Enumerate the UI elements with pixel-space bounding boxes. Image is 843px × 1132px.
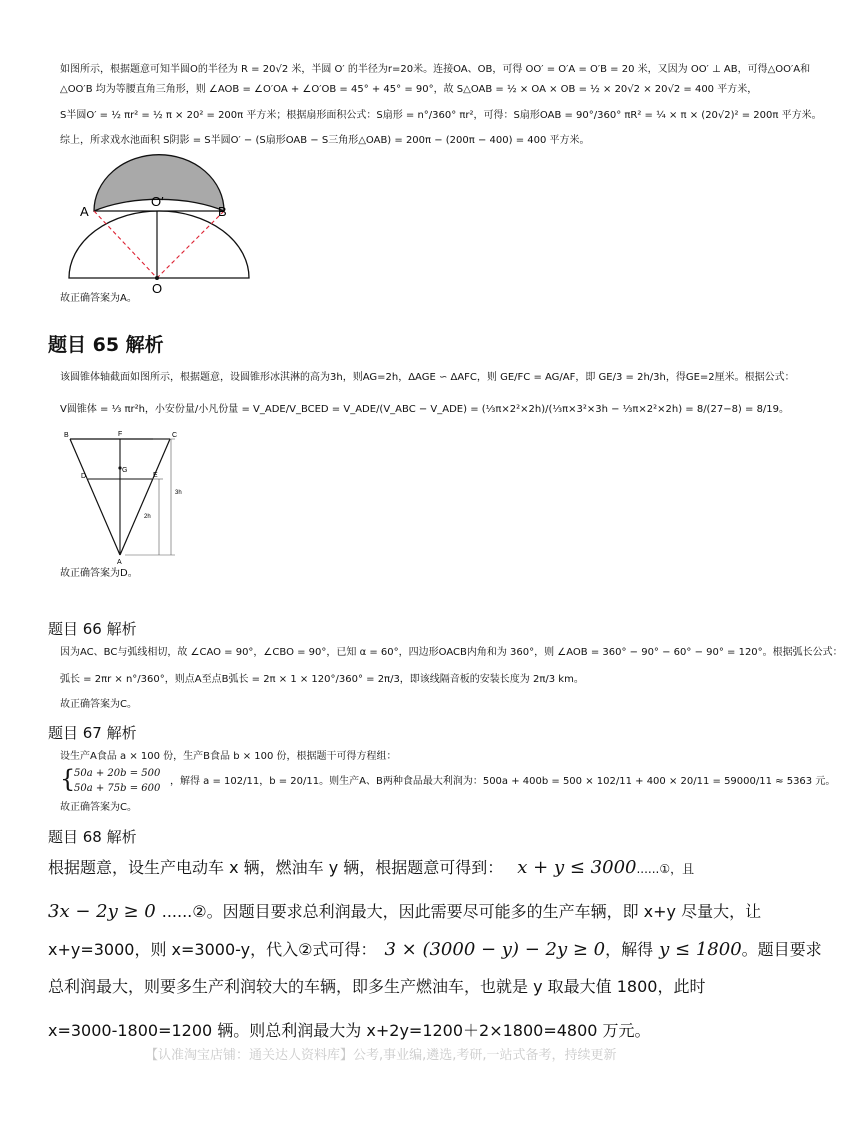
s68-eq3: 3 × (3000 − y) − 2y ≥ 0 [384,939,606,960]
label-b: B [218,204,227,219]
label-2h: 2h [144,514,151,520]
s65-line1: 该圆锥体轴截面如图所示，根据题意，设圆锥形冰淇淋的高为3h，则AG=2h，ΔAGE ∽ ΔAFC，则 GE/FC = AG/AF，即 GE/3 = 2h/3h，得GE=2厘米。根据公式： [60,372,795,383]
s68-p1a: 根据题意，设生产电动车 x 辆，燃油车 y 辆，根据题意可得到： [48,858,504,877]
point-o [155,276,159,280]
s66-answer: 故正确答案为C。 [60,699,137,710]
s68-p3a: x+y=3000，则 x=3000-y，代入②式可得： [48,940,377,959]
system-brace: { [60,765,76,793]
s64-answer: 故正确答案为A。 [60,293,137,304]
segment-ab [70,439,120,555]
s67-line1: 设生产A食品 a × 100 份，生产B食品 b × 100 份，根据题干可得方程组： [60,751,397,762]
s67-heading: 题目 67 解析 [48,724,137,742]
s68-p3c: 。题目要求 [741,940,822,959]
s68-heading: 题目 68 解析 [48,828,137,846]
label-a: A [117,559,122,566]
cone-diagram [55,428,190,566]
segment-ac [120,439,170,555]
s64-line3: S半圆O′ = ½ πr² = ½ π × 20² = 200π 平方米；根据扇形面积公式：S扇形 = n°/360° πr²，可得：S扇形OAB = 90°/360° πR² = ¼ × π × (20√2)² = 200π 平方米。 [60,110,822,121]
large-semicircle [69,211,249,278]
semicircle-diagram [55,150,270,295]
label-3h: 3h [175,490,182,496]
label-a: A [80,204,89,219]
s66-line1: 因为AC、BC与弧线相切，故 ∠CAO = 90°，∠CBO = 90°，已知 α = 60°，四边形OACB内角和为 360°，则 ∠AOB = 360° − 90° − 60° − 90° = 120°。根据弧长公式： [60,647,843,658]
s68-eq2: 3x − 2y ≥ 0 [48,901,156,922]
label-e: E [153,472,158,479]
s65-line2: V圆锥体 = ⅓ πr²h，小安份量/小凡份量 = V_ADE/V_BCED = V_ADE/(V_ABC − V_ADE) = (⅓π×2²×2h)/(⅓π×3²×3h − ⅓π×2²×2h) = 8/(27−8) = 8/19。 [60,404,790,415]
s68-eq4: y ≤ 1800 [659,939,742,960]
s68-p1b: ......①，且 [636,862,695,876]
segment-oa [94,211,157,278]
s64-line4: 综上，所求戏水池面积 S阴影 = S半圆O′ − (S扇形OAB − S三角形△OAB) = 200π − (200π − 400) = 400 平方米。 [60,135,590,146]
s66-heading: 题目 66 解析 [48,620,137,638]
segment-ob [157,211,224,278]
s67-answer: 故正确答案为C。 [60,802,137,813]
label-f: F [118,431,123,438]
s68-para-line3 [48,935,822,965]
label-o-prime: O′ [151,194,164,209]
s68-p2: ......②。因题目要求总利润最大，因此需要尽可能多的生产车辆，即 x+y 尽量大，让 [161,902,762,921]
s66-line2: 弧长 = 2πr × n°/360°，则点A至点B弧长 = 2π × 1 × 120°/360° = 2π/3，即该线隔音板的安装长度为 2π/3 km。 [60,674,584,685]
label-o: O [152,281,163,296]
s68-para-line5: x=3000-1800=1200 辆。则总利润最大为 x+2y=1200＋2×1800=4800 万元。 [48,1021,651,1040]
s68-eq1: x + y ≤ 3000 [517,857,637,878]
s67-eq1: 50a + 20b = 500 [74,768,161,779]
s68-para-line4: 总利润最大，则要多生产利润较大的车辆，即多生产燃油车，也就是 y 取最大值 1800，此时 [48,977,706,996]
s68-para-line1 [48,853,694,884]
s67-eq2: 50a + 75b = 600 [74,783,161,794]
watermark: 【认准淘宝店铺：通关达人资料库】公考,事业编,遴选,考研,一站式备考，持续更新 [145,1048,617,1063]
label-d: D [81,473,87,480]
s64-line1: 如图所示，根据题意可知半圆O的半径为 R = 20√2 米，半圆 O′ 的半径为r=20米。连接OA、OB，可得 OO′ = O′A = O′B = 20 米，又因为 OO′ ⊥ AB，可得△OO′A和 [60,64,811,75]
s65-answer: 故正确答案为D。 [60,568,138,579]
s68-p3b: ，解得 [605,940,654,959]
s67-line2: ，解得 a = 102/11，b = 20/11。则生产A、B两种食品最大利润为：500a + 400b = 500 × 102/11 + 400 × 20/11 = 59000/11 ≈ 5363 元。 [170,776,836,787]
s65-heading: 题目 65 解析 [48,334,164,356]
label-b: B [64,432,69,439]
label-g: G [122,467,128,474]
s64-line2: △OO′B 均为等腰直角三角形，则 ∠AOB = ∠O′OA + ∠O′OB = 45° + 45° = 90°，故 S△OAB = ½ × OA × OB = ½ × 20√2 × 20√2 = 400 平方米， [60,84,758,95]
s68-para-line2 [48,897,761,927]
label-c: C [172,432,178,439]
